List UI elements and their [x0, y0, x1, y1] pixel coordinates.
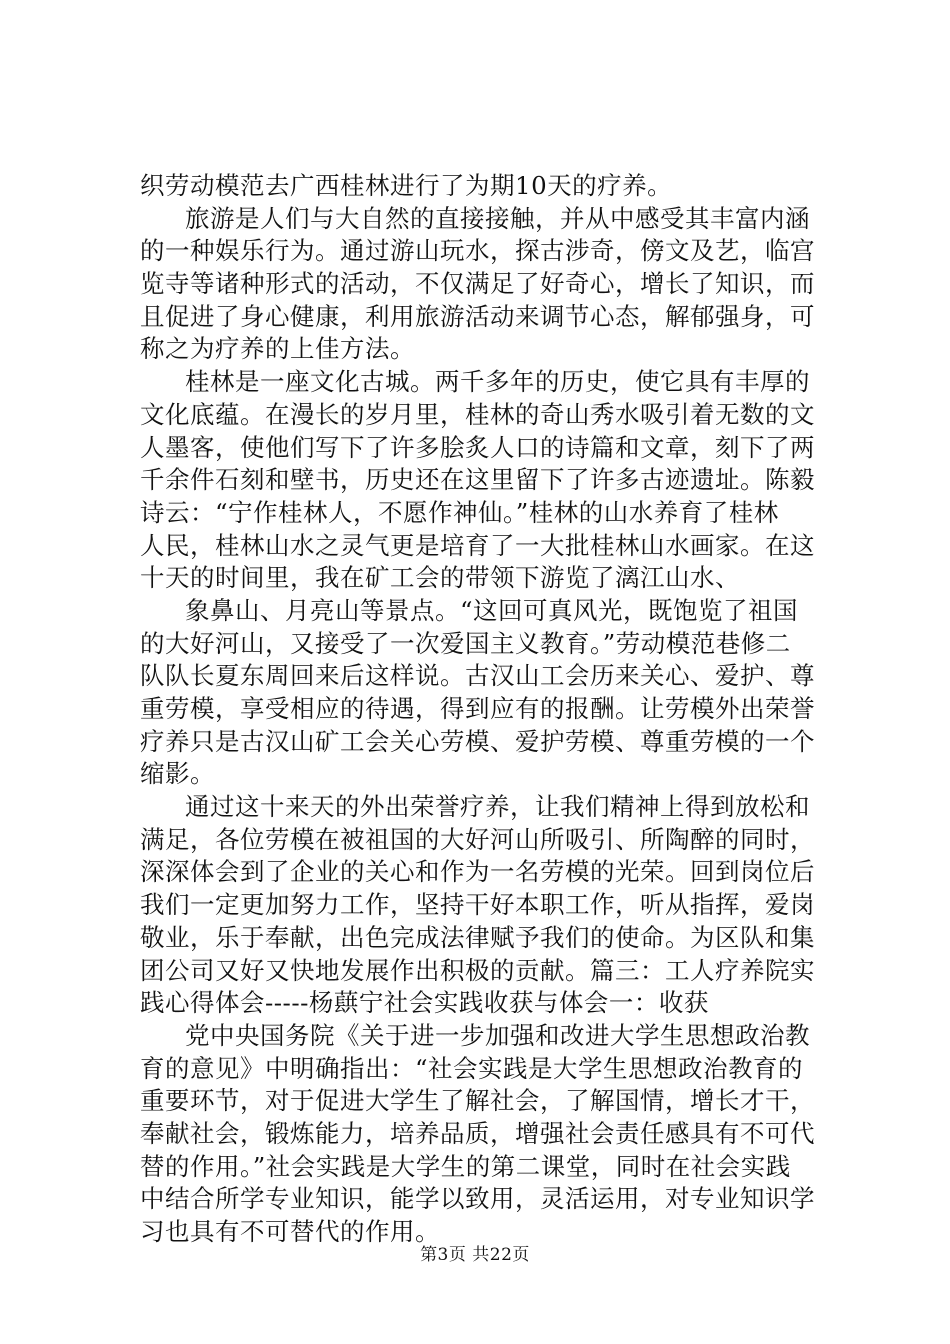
text-line: 队队长夏东周回来后这样说。古汉山工会历来关心、爱护、尊	[140, 661, 815, 691]
text-line: 重劳模，享受相应的待遇，得到应有的报酬。让劳模外出荣誉	[140, 694, 815, 723]
text-line: 通过这十来天的外出荣誉疗养，让我们精神上得到放松和	[185, 792, 810, 822]
body-text	[140, 170, 840, 1249]
text-line: 重要环节，对于促进大学生了解社会，了解国情，增长才干，	[140, 1086, 815, 1116]
text-line: 满足，各位劳模在被祖国的大好河山所吸引、所陶醉的同时，	[140, 824, 815, 854]
page-footer: 第3页 共22页	[420, 1245, 530, 1265]
text-line: 十天的时间里，我在矿工会的带领下游览了漓江山水、	[140, 563, 740, 593]
text-line: 桂林是一座文化古城。两千多年的历史，使它具有丰厚的	[185, 367, 810, 397]
text-line: 敬业，乐于奉献，出色完成法律赋予我们的使命。为区队和集	[140, 922, 815, 952]
text-line: 文化底蕴。在漫长的岁月里，桂林的奇山秀水吸引着无数的文	[140, 399, 815, 429]
text-line: 奉献社会，锻炼能力，培养品质，增强社会责任感具有不可代	[140, 1118, 815, 1148]
text-line: 替的作用。”社会实践是大学生的第二课堂，同时在社会实践	[140, 1151, 791, 1181]
text-line: 深深体会到了企业的关心和作为一名劳模的光荣。回到岗位后	[140, 857, 815, 887]
text-line: 习也具有不可替代的作用。	[140, 1217, 440, 1246]
text-line: 称之为疗养的上佳方法。	[140, 334, 415, 364]
text-line: 团公司又好又快地发展作出积极的贡献。篇三：工人疗养院实	[140, 955, 815, 985]
text-line: 诗云：“宁作桂林人，不愿作神仙。”桂林的山水养育了桂林	[140, 497, 779, 527]
text-line: 的大好河山，又接受了一次爱国主义教育。”劳动模范巷修二	[140, 628, 791, 658]
text-line: 中结合所学专业知识，能学以致用，灵活运用，对专业知识学	[140, 1184, 815, 1214]
text-line: 我们一定更加努力工作，坚持干好本职工作，听从指挥，爱岗	[140, 890, 815, 920]
text-line: 育的意见》中明确指出：“社会实践是大学生思想政治教育的	[140, 1053, 804, 1083]
text-line: 践心得体会-----杨蕻宁社会实践收获与体会一：收获	[140, 988, 709, 1018]
text-line: 象鼻山、月亮山等景点。“这回可真风光，既饱览了祖国	[185, 595, 799, 625]
text-line: 览寺等诸种形式的活动，不仅满足了好奇心，增长了知识，而	[140, 269, 815, 299]
text-line: 且促进了身心健康，利用旅游活动来调节心态，解郁强身，可	[140, 301, 815, 331]
text-line: 党中央国务院《关于进一步加强和改进大学生思想政治教	[185, 1020, 810, 1050]
text-line: 千余件石刻和壁书，历史还在这里留下了许多古迹遗址。陈毅	[140, 465, 815, 495]
text-line: 缩影。	[140, 759, 215, 789]
text-line: 人墨客，使他们写下了许多脍炙人口的诗篇和文章，刻下了两	[140, 432, 815, 462]
text-line: 织劳动模范去广西桂林进行了为期10天的疗养。	[140, 171, 673, 200]
text-line: 疗养只是古汉山矿工会关心劳模、爱护劳模、尊重劳模的一个	[140, 726, 815, 756]
text-line: 旅游是人们与大自然的直接接触，并从中感受其丰富内涵	[185, 203, 810, 233]
text-line: 的一种娱乐行为。通过游山玩水，探古涉奇，傍文及艺，临宫	[140, 236, 815, 266]
text-line: 人民，桂林山水之灵气更是培育了一大批桂林山水画家。在这	[140, 530, 815, 560]
